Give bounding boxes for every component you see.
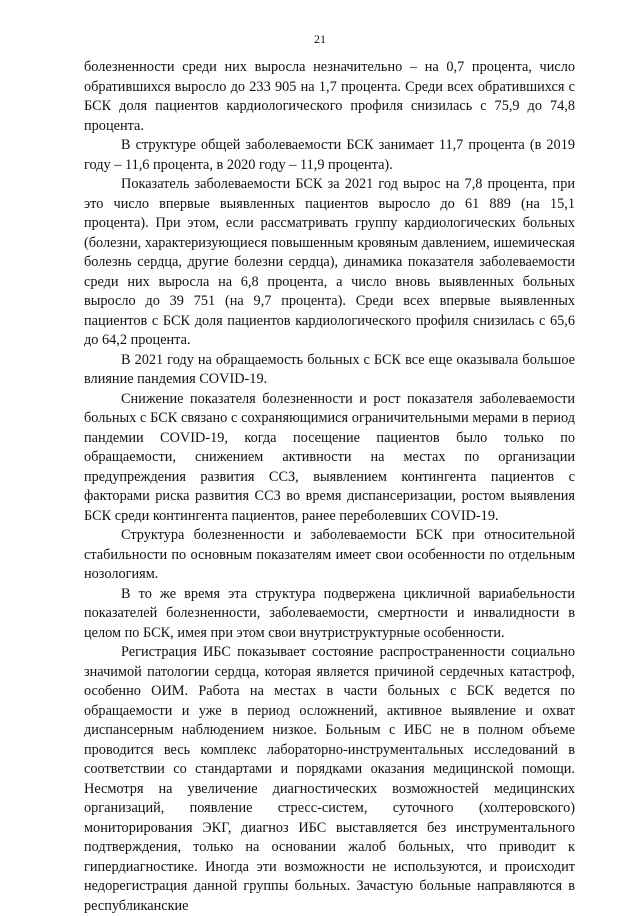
paragraph: В структуре общей заболеваемости БСК занимает 11,7 процента (в 2019 году – 11,6 процента, в 2020 году – 11,9 процента). bbox=[84, 137, 575, 173]
paragraph: Снижение показателя болезненности и рост показателя заболеваемости больных с БСК связано с сохраняющимися ограничительными мерами в период пандемии COVID-19, когда посещение пациентов было только по обращаемости, снижением активности на местах по организации предупреждения развития ССЗ, выявлением контингента пациентов с факторами риска развития ССЗ во время диспансеризации, ростом выявления БСК среди контингента пациентов, ранее переболевших COVID-19. bbox=[84, 390, 575, 524]
body-text bbox=[84, 58, 575, 916]
page-number: 21 bbox=[314, 32, 326, 46]
paragraph: В то же время эта структура подвержена цикличной вариабельности показателей болезненности, заболеваемости, смертности и инвалидности в целом по БСК, имея при этом свои внутриструктурные особенности. bbox=[84, 585, 575, 641]
paragraph: болезненности среди них выросла незначительно – на 0,7 процента, число обратившихся выросло до 233 905 на 1,7 процента. Среди всех обратившихся с БСК доля пациентов кардиологического профиля снизилась с 75,9 до 74,8 процента. bbox=[84, 59, 575, 134]
paragraph: В 2021 году на обращаемость больных с БСК все еще оказывала большое влияние пандемия COVID-19. bbox=[84, 351, 575, 387]
paragraph: Структура болезненности и заболеваемости БСК при относительной стабильности по основным показателям имеет свои особенности по отдельным нозологиям. bbox=[84, 527, 575, 582]
paragraph: Показатель заболеваемости БСК за 2021 год вырос на 7,8 процента, при это число впервые выявленных пациентов выросло до 61 889 (на 15,1 процента). При этом, если рассматривать группу кардиологических больных (болезни, характеризующиеся повышенным кровяным давлением, ишемическая болезнь сердца, другие болезни сердца), динамика показателя заболеваемости среди них выросла на 6,8 процента, а число вновь выявленных больных выросло до 39 751 (на 9,7 процента). Среди всех впервые выявленных пациентов с БСК доля пациентов кардиологического профиля снизилась с 65,6 до 64,2 процента. bbox=[84, 176, 575, 348]
paragraph: Регистрация ИБС показывает состояние распространенности социально значимой патологии сердца, которая является причиной сердечных катастроф, особенно ОИМ. Работа на местах в части больных с БСК ведется по обращаемости и уже в период осложнений, активное выявление и охват диспансерным наблюдением низкое. Больным с ИБС не в полном объеме проводится весь комплекс лабораторно-инструментальных исследований в соответствии со стандартами и порядками оказания медицинской помощи. Несмотря на увеличение диагностических возможностей медицинских организаций, появление стресс-систем, суточного (холтеровского) мониторирования ЭКГ, диагноз ИБС выставляется без инструментального подтверждения, только на основании жалоб больных, что приводит к гипердиагностике. Иногда эти возможности не используются, и происходит недорегистрация данной группы больных. Зачастую больные направляются в республиканские bbox=[84, 644, 575, 914]
